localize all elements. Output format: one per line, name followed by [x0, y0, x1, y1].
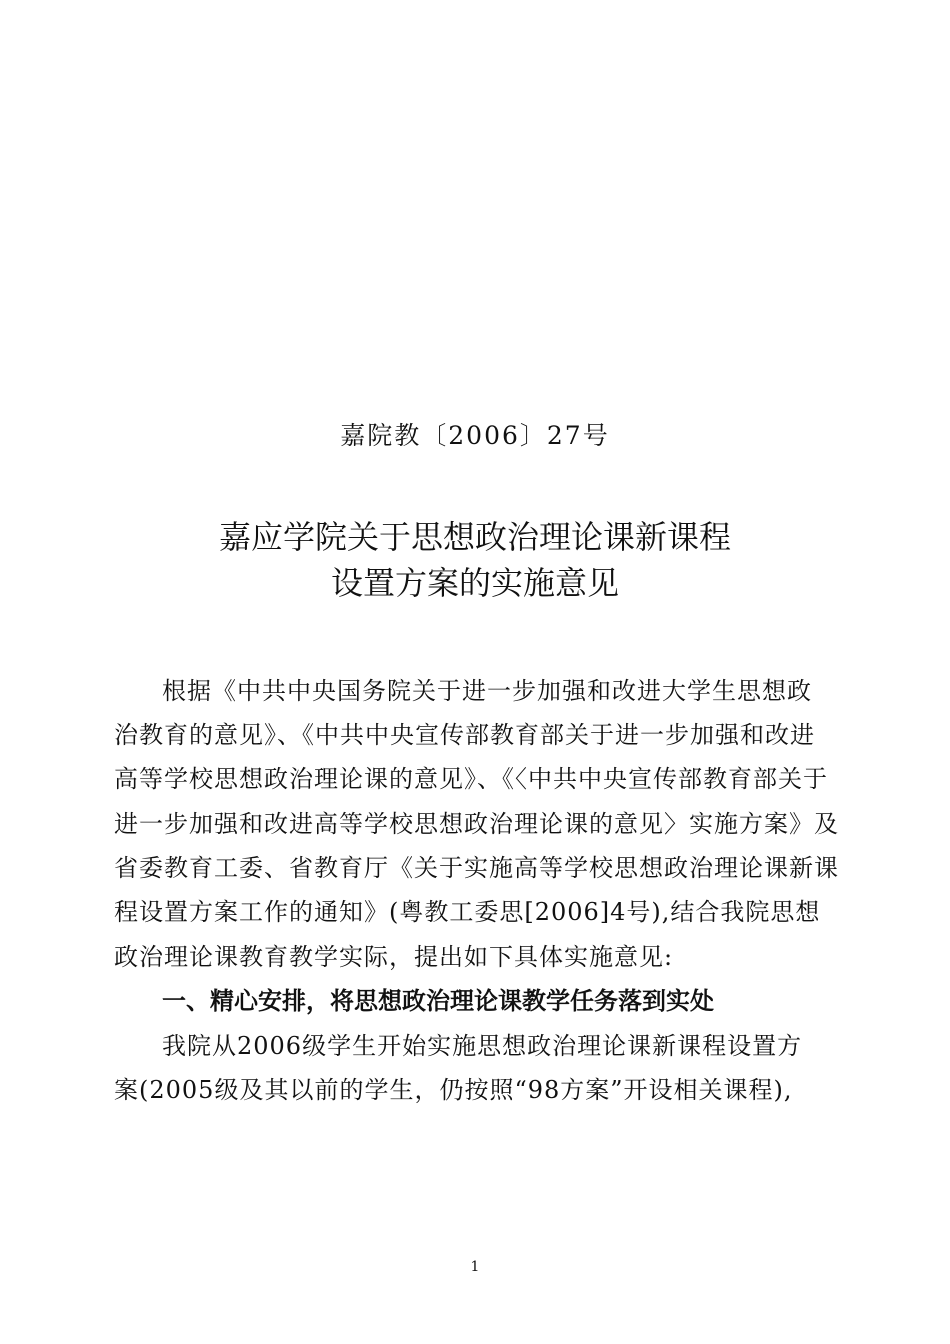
paragraph-1-line: 进一步加强和改进高等学校思想政治理论课的意见〉实施方案》及	[114, 810, 839, 838]
paragraph-1-line: 程设置方案工作的通知》(粤教工委思[2006]4号),结合我院思想	[114, 898, 821, 926]
paragraph-2-line: 我院从2006级学生开始实施思想政治理论课新课程设置方	[162, 1032, 803, 1060]
section-heading: 一、精心安排，将思想政治理论课教学任务落到实处	[162, 987, 714, 1015]
document-number: 嘉院教〔2006〕27号	[340, 421, 610, 450]
paragraph-1-line: 高等学校思想政治理论课的意见》、《〈中共中央宣传部教育部关于	[114, 765, 828, 793]
paragraph-1-line: 治教育的意见》、《中共中央宣传部教育部关于进一步加强和改进	[114, 721, 815, 749]
title-line-2: 设置方案的实施意见	[330, 564, 619, 602]
paragraph-2-line: 案(2005级及其以前的学生，仍按照“98方案”开设相关课程),	[114, 1076, 793, 1104]
paragraph-1-line: 省委教育工委、省教育厅《关于实施高等学校思想政治理论课新课	[114, 854, 839, 882]
page-number: 1	[470, 1259, 480, 1275]
paragraph-1-line: 根据《中共中央国务院关于进一步加强和改进大学生思想政	[162, 677, 812, 705]
title-line-1: 嘉应学院关于思想政治理论课新课程	[218, 518, 731, 556]
paragraph-1-line: 政治理论课教育教学实际，提出如下具体实施意见:	[114, 943, 674, 971]
document-title	[0, 514, 950, 606]
